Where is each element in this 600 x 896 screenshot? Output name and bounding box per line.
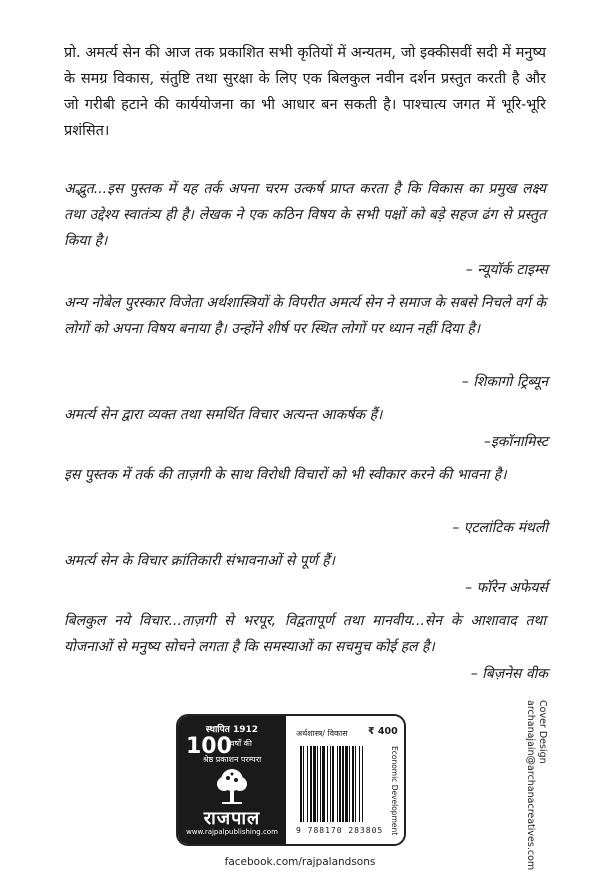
barcode-bar — [339, 746, 341, 822]
intro-paragraph: प्रो. अमर्त्य सेन की आज तक प्रकाशित सभी कृतियों में अन्यतम, जो इक्कीसवीं सदी में मनुष्य के समग्र विकास, संतुष्टि तथा सुरक्षा के लिए एक बिलकुल नवीन दर्शन प्रस्तुत करती है और जो गरीबी हटाने की कार्ययोजना का भी आधार बन सकती है। पाश्चात्य जगत में भूरि-भूरि प्रशंसित। — [64, 45, 546, 139]
review-text: अन्य नोबेल पुरस्कार विजेता अर्थशास्त्रियों के विपरीत अमर्त्य सेन ने समाज के सबसे निचले वर्ग के लोगों को अपना विषय बनाया है। उन्होंने शीर्ष पर स्थित लोगों पर ध्यान नहीं दिया है। — [64, 295, 546, 337]
barcode-bar — [342, 746, 344, 822]
barcode-bar — [300, 746, 302, 822]
review-text: अद्भुत...इस पुस्तक में यह तर्क अपना चरम उत्कर्ष प्राप्त करता है कि विकास का प्रमुख लक्ष्य तथा उद्देश्य स्वातंत्र्य ही है। लेखक ने एक कठिन विषय के सभी पक्षों को बड़े सहज ढंग से प्रस्तुत किया है। — [64, 181, 546, 249]
review-text: अमर्त्य सेन के विचार क्रांतिकारी संभावनाओं से पूर्ण हैं। — [64, 553, 335, 569]
barcode-bar — [349, 746, 350, 822]
barcode-bar — [322, 746, 325, 822]
barcode-bar — [303, 746, 304, 822]
review-text: बिलकुल नये विचार...ताज़गी से भरपूर, विद्वतापूर्ण तथा मानवीय...सेन के आशावाद तथा योजनाओं से मनुष्य सोचने लगता है कि समस्याओं का सचमुच कोई हल है। — [64, 613, 546, 655]
publisher-panel — [176, 714, 406, 846]
barcode-bar — [327, 746, 328, 822]
barcode-bar — [330, 746, 331, 822]
established-year: स्थापित 1912 — [205, 725, 259, 735]
cover-design-email: archanajain@archanacreatives.com — [525, 700, 536, 871]
barcode-bar — [310, 746, 312, 822]
barcode-bar — [313, 746, 316, 822]
review-source: – बिज़नेस वीक — [470, 666, 548, 682]
barcode-bar — [332, 746, 334, 822]
review-source: – एटलांटिक मंथली — [452, 520, 548, 536]
barcode-bar — [359, 746, 360, 822]
barcode-bar — [362, 746, 363, 822]
review-source: – शिकागो ट्रिब्यून — [461, 374, 548, 390]
cover-design-label: Cover Design — [537, 700, 548, 764]
review-source: – फॉरेन अफेयर्स — [465, 580, 548, 596]
review-text: इस पुस्तक में तर्क की ताज़गी के साथ विरोधी विचारों को भी स्वीकार करने की भावना है। — [64, 467, 507, 483]
years-label: वर्षों की — [230, 739, 252, 748]
barcode — [298, 746, 390, 824]
barcode-bar — [337, 746, 338, 822]
facebook-link[interactable]: facebook.com/rajpalandsons — [224, 856, 376, 868]
review-source: –इकॉनामिस्ट — [483, 434, 548, 450]
barcode-bar — [317, 746, 318, 822]
publisher-brand: राजपाल — [203, 808, 261, 829]
tradition-tagline: श्रेष्ठ प्रकाशन परम्परा — [202, 755, 262, 764]
book-price: ₹ 400 — [368, 726, 398, 737]
hundred-years: 100 — [186, 734, 232, 759]
publisher-logo — [178, 716, 286, 844]
isbn-number: 9 788170 283805 — [296, 826, 384, 835]
cover-design-credit — [524, 700, 548, 870]
barcode-bar — [352, 746, 354, 822]
review-text: अमर्त्य सेन द्वारा व्यक्त तथा समर्थित विचार अत्यन्त आकर्षक हैं। — [64, 407, 383, 423]
barcode-bar — [320, 746, 321, 822]
book-category: अर्थशास्त्र/ विकास — [296, 729, 348, 738]
barcode-bar — [307, 746, 308, 822]
barcode-bar — [345, 746, 348, 822]
subject-label: Economic Development — [390, 746, 399, 836]
review-source: – न्यूयॉर्क टाइम्स — [465, 262, 548, 278]
tree-icon — [214, 768, 250, 806]
barcode-bar — [355, 746, 356, 822]
publisher-website: www.rajpalpublishing.com — [186, 828, 278, 836]
